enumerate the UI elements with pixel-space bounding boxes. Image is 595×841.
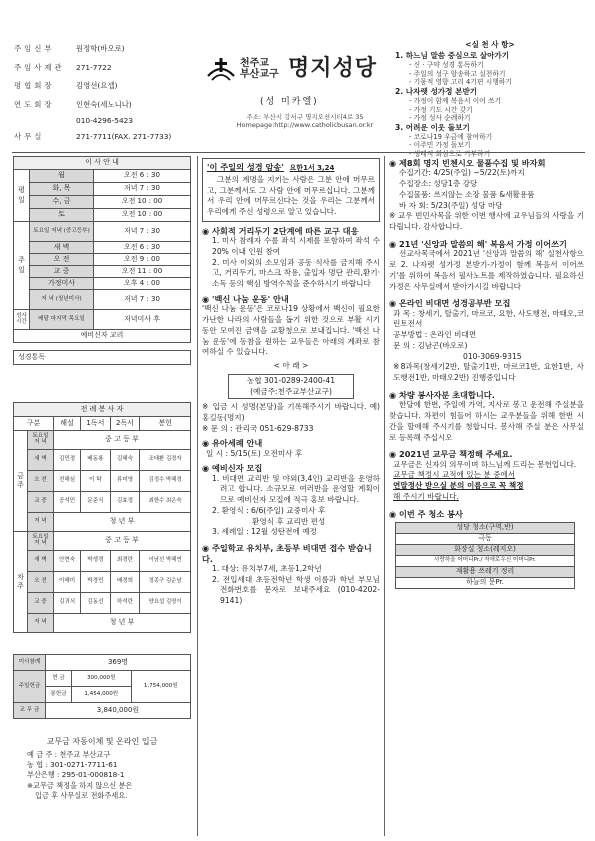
server-cell: 안현숙 (54, 551, 81, 572)
mass-title: 이 사 안 내 (14, 157, 191, 170)
dues-text: 교무금 책정시 교적에 있는 분 중에서 (393, 470, 516, 480)
bank-line: 예 금 주 : 천주교 부산교구 (27, 749, 111, 759)
info-label: 평협회장 (14, 81, 55, 91)
server-cell: 김정수 박혜경 (140, 471, 191, 492)
server-cell: 박생경 (81, 551, 111, 572)
cleaning-area: 화장실 청소(레지오) (396, 545, 575, 556)
info-value: 271-7711(FAX. 271-7733) (76, 132, 172, 142)
vaccine-account: 농협 301-0289-2400-41 (246, 376, 336, 386)
server-cell: 박경민 (81, 572, 111, 593)
mass-time: 오전 6 : 30 (94, 242, 191, 254)
info-row (14, 77, 184, 96)
server-cell: 배경희 (110, 572, 140, 593)
bible-study-line: 010-3069-9315 (463, 351, 522, 361)
section-item: 1. 비대면 교리반 및 야외(3,4인) 교리반을 운영하려고 합니다. 소규모로 여러반을 운영할 계획이므로 예비신자 모집에 적극 홍보 바랍니다. (212, 473, 380, 505)
practice-item: - 생태적 회심으로 기부하기 (409, 149, 491, 158)
server-cell: 최한수 최은숙 (140, 492, 191, 513)
finance-total: 1,754,000원 (131, 671, 191, 703)
bank-line: 부산은행 : 295-01-000818-1 (27, 770, 125, 780)
section-item: 환영식 후 교리반 편성 (252, 516, 326, 526)
sacrament-label: 성사시간 (14, 310, 30, 330)
mass-day: 가정미사 (30, 278, 94, 290)
parish-info (14, 40, 184, 147)
section-item: 2. 미사 이외의 소모임과 공동 식사를 금지해 주시고, 거리두기, 마스크 착용, 출입자 명단 관리,환기·소독 등의 핵심 방역수칙을 준수하시기 바랍니다 (212, 257, 380, 289)
section-item: 2. 전입세대 초등전학년 학생 이름과 학년 부모님 전화번호를 문자로 보내주세요 (010-4202-9141) (212, 574, 380, 606)
column-divider (384, 156, 385, 836)
server-cell: 김혜숙 (110, 450, 140, 471)
finance-value: 369명 (46, 655, 191, 671)
right-column (389, 158, 584, 589)
practice-item: - 가정이 함께 복음서 이어 쓰기 (409, 97, 502, 106)
mass-time: 저녁 7 : 30 (94, 183, 191, 196)
section-cleaning-title: ◉ 이번 주 청소 봉사 (389, 508, 463, 519)
finance-table (13, 654, 191, 719)
verse-ref: 요한1서 3,24 (289, 164, 335, 172)
server-cell: 최경란 (110, 551, 140, 572)
mass-name: 오 전 (28, 572, 54, 593)
section-driver-title: ◉ 차량 봉사자분 초대합니다. (389, 390, 495, 401)
mass-time: 오전 10 : 00 (94, 196, 191, 209)
bazaar-key: 바 자 회 (399, 200, 426, 210)
weekday-label: 평일 (14, 170, 30, 222)
info-row (14, 40, 184, 59)
section-dues-title: ◉ 2021년 교무금 책정해 주세요. (389, 449, 513, 460)
bible-study-line: 문 의 : 김남곤(바오로) (393, 340, 468, 350)
practice-item: - 신 · 구약 성경 통독하기 (409, 61, 484, 70)
mass-name: 저 녁 (28, 614, 54, 633)
column-divider (197, 156, 198, 836)
server-cell: 이 탁 (81, 471, 111, 492)
bazaar-line (389, 168, 584, 179)
server-cell: 김효정 (110, 492, 140, 513)
section-vaccine-title: ◉ '백신 나눔 운동' 안내 (202, 294, 289, 305)
week-label: 차주 (14, 532, 28, 633)
bazaar-value: : 쓰지않는 소장 물품 &새활용품 (428, 189, 535, 199)
server-cell: 류미영 (110, 471, 140, 492)
verse-text: 그분의 계명을 지키는 사람은 그분 안에 머무르고, 그분께서도 그 사람 안에 머무르십니다. 그분께서 우리 안에 머무르신다는 것을 우리는 그분께서 우리에게 주신 성령으로 알고 있습니다. (207, 174, 375, 217)
bible-study-line: 공부방법 : 온라인 비대면 (393, 330, 477, 340)
bazaar-value: : 4/25(주일) ~5/22(토)까지 (428, 168, 525, 178)
info-label: 주임사제관 (14, 62, 65, 72)
info-value: 인현숙(세노니나) (76, 99, 132, 109)
finance-label: 주일헌금 (14, 671, 46, 703)
cleaning-who: 하늘의 문Pr. (396, 578, 575, 589)
cleaning-area: 성당 청소(구역,반) (396, 523, 575, 534)
bazaar-key: 수집장소 (399, 179, 429, 189)
section-bazaar-title: ◉ 제8회 명지 빈첸시오 물품수집 및 바자회 (389, 158, 546, 168)
mass-time: 저녁 7 : 30 (94, 290, 191, 310)
bazaar-value: : 성당1층 강당 (428, 179, 478, 189)
mass-time: 오전 9 : 00 (94, 254, 191, 266)
practice-item: - 이주민 가정 돌보기 (409, 141, 471, 150)
logo-subtitle (240, 58, 279, 80)
mass-time: 저녁미사 후 (94, 310, 191, 330)
mass-time: 오전 11 : 00 (94, 266, 191, 278)
cross-logo-icon (204, 56, 238, 86)
homepage-link[interactable]: Homepage:http://www.catholicbusan.or.kr (236, 121, 374, 130)
cleaning-table (395, 522, 575, 589)
mass-time: 저녁 7 : 30 (94, 222, 191, 242)
practice-title: <실 천 사 항> (465, 40, 515, 49)
mass-name: 교 중 (28, 593, 54, 614)
cleaning-who: 극동 (396, 534, 575, 545)
middle-column (202, 158, 380, 607)
section-catechumen-title: ◉ 예비신자 모집 (202, 463, 263, 474)
practice-item: - 가정 성사 순례하기 (409, 114, 471, 123)
server-cell: 전해심 (54, 471, 81, 492)
bank-info (13, 736, 191, 802)
mass-day: 월 (30, 170, 94, 183)
vaccine-below: < 아 래 > (273, 361, 309, 371)
week-label: 금주 (14, 431, 28, 532)
prep-class: 예비신자 교리 (14, 330, 191, 343)
bank-line: 입금 후 사무실로 전화주세요. (35, 791, 128, 801)
section-distancing-title: ◉ 사회적 거리두기 2단계에 따른 교구 대응 (202, 225, 359, 236)
bank-line: ※교무금 책정을 하지 않으신 분은 (27, 780, 133, 790)
finance-value: 3,840,000원 (46, 703, 191, 719)
mass-time: 오전 6 : 30 (94, 170, 191, 183)
dues-text: 해 주시기 바랍니다. (393, 492, 459, 501)
finance-sub-value: 1,454,000원 (72, 687, 132, 703)
dues-text-emphasis: 연말정산 받으실 분의 이름으로 꼭 책정 (393, 481, 524, 491)
section-bible-study-title: ◉ 온라인 비대면 성경공부반 모집 (389, 298, 511, 309)
mass-name: 토요일 저 녁 (28, 532, 54, 551)
gospel-text: 선교사목국에서 2021년 '신앙과 말씀의 해' 실천사항으로 2. 나자렛 성가정 본받기-가정이 함께 복음서 이어쓰기'를 위하여 복음서 필사노트를 제작하였습니다. 필요하신 가정은 사무실에서 받아가시길 바랍니다 (389, 249, 584, 291)
liturgy-servers-table (13, 402, 191, 633)
mass-day: 화, 목 (30, 183, 94, 196)
mass-day: 수, 금 (30, 196, 94, 209)
practice-box (395, 40, 585, 158)
verse-box (202, 158, 380, 222)
parish-name: 명지성당 (288, 55, 378, 81)
mass-name: 토요일 저 녁 (28, 431, 54, 450)
server-cell: 이남선 박혜연 (140, 551, 191, 572)
practice-item: - 가정 기도 시간 갖기 (409, 105, 473, 114)
verse-heading (207, 162, 375, 173)
cleaning-who: 사랑하올 어머니Pr./ 자애로우신 어머니Pr. (396, 556, 575, 567)
server-cell: 문준식 (81, 492, 111, 513)
parish-address (205, 113, 405, 130)
info-row (14, 59, 184, 78)
server-cell: 김귀식 (54, 593, 81, 614)
server-cell: 청 년 부 (54, 614, 191, 633)
finance-sub-value: 300,000원 (72, 671, 132, 687)
server-cell: 청 년 부 (54, 513, 191, 532)
section-school-title: ◉ 주일학교 유치부, 초등부 비대면 접수 받습니다. (202, 543, 372, 564)
baptism-text: 일 시 : 5/15(토) 오전미사 후 (206, 448, 303, 458)
logo-line2: 부산교구 (240, 69, 279, 80)
vaccine-account-box (228, 374, 354, 399)
vaccine-note: ※ 입금 시 성명(본당)을 기록해주시기 바랍니다. 예)홍길동(명지) (202, 401, 380, 422)
vaccine-account-owner: (예금주:천주교부산교구) (250, 386, 332, 396)
mass-day: 교 중 (30, 266, 94, 278)
logo-line1: 천주교 (240, 58, 269, 69)
mass-name: 오 전 (28, 471, 54, 492)
server-cell: 배동룡 (81, 450, 111, 471)
info-value: 김영선(요셉) (76, 81, 118, 91)
section-gospel-title: ◉ 21년 '신앙과 말씀의 해' 복음서 가정 이어쓰기 (389, 238, 567, 249)
section-item: 1. 미사 참례자 수를 좌석 시제를 포함하여 좌석 수 20% 이내 인원 참여 (212, 236, 380, 256)
server-cell: 양요섭 김영이 (140, 593, 191, 614)
server-cell: 조태환 김경자 (140, 450, 191, 471)
bible-study-line: 과 목 : 창세기, 탈출기, 마르코, 요한, 사도행전, 마태오,코린토전서 (393, 308, 584, 329)
mass-name: 저 녁 (28, 513, 54, 532)
section-baptism-title: ◉ 유아세례 안내 (202, 438, 263, 449)
mass-day: 새 벽 (30, 242, 94, 254)
bank-line: 농 협 : 301-0271-7711-61 (27, 760, 118, 770)
cleaning-area: 재활용 쓰레기 정리 (396, 567, 575, 578)
mass-name: 새 벽 (28, 551, 54, 572)
servers-header: 2독서 (110, 417, 140, 431)
section-item: 1. 대상: 유치부7세, 초등1,2학년 (212, 563, 322, 573)
practice-group-head: 3. 어려운 이웃 돌보기 (395, 122, 470, 132)
servers-header: 1독서 (81, 417, 111, 431)
info-label: 사무실 (14, 132, 45, 142)
mass-day: 저 녁 (청년미사) (30, 290, 94, 310)
bazaar-line (389, 190, 584, 201)
servers-header: 해설 (54, 417, 81, 431)
servers-title: 전 례 봉 사 자 (14, 403, 191, 417)
verse-title: '이 주일의 성경 암송' (207, 162, 284, 172)
server-cell: 김동선 (81, 593, 111, 614)
section-item: 3. 세례일 : 12월 성탄전에 예정 (212, 527, 317, 537)
bazaar-line (389, 179, 584, 190)
finance-label: 미사참례 (14, 655, 46, 671)
mass-day: 토요일 저녁 (중고등부) (30, 222, 94, 242)
finance-sub-label: 현 금 (46, 671, 72, 687)
practice-item: - 기뭄적 영향 고리 4기편 시행하기 (409, 78, 512, 87)
bank-title: 교무금 자동이체 및 온라인 입금 (46, 737, 158, 746)
practice-group-head: 1. 하느님 말씀 중심으로 살아가기 (395, 51, 510, 61)
bible-reading-row: 성경통독 (14, 351, 191, 365)
parish-logo (196, 52, 396, 92)
bazaar-key: 수집물품 (399, 189, 429, 199)
header-divider (12, 152, 585, 153)
info-row (14, 128, 184, 147)
mass-schedule-table (13, 156, 191, 365)
servers-header: 봉헌 (140, 417, 191, 431)
server-cell: 공석민 (54, 492, 81, 513)
finance-label: 교 무 금 (14, 703, 46, 719)
bazaar-key: 수집기간 (399, 168, 429, 178)
address-line: 주소: 부산시 강서구 명지오션시티4로 35 (246, 113, 364, 121)
mass-day: 오 전 (30, 254, 94, 266)
section-item: 2. 환영식 : 6/6(주일) 교중미사 후 (212, 505, 326, 515)
server-cell: 하석란 (110, 593, 140, 614)
server-cell: 이혜미 (54, 572, 81, 593)
info-row (14, 96, 184, 115)
mass-time: 오후 4 : 00 (94, 278, 191, 290)
mass-name: 새 벽 (28, 450, 54, 471)
practice-group-head: 2. 나자렛 성가정 본받기 (395, 86, 478, 96)
server-cell: 정종구 김순남 (140, 572, 191, 593)
practice-item: - 주일의 성구 암송하고 실천하기 (409, 69, 506, 78)
server-cell: 중 고 등 부 (54, 431, 191, 450)
mass-day: 토 (30, 209, 94, 222)
sunday-label: 주일 (14, 222, 30, 310)
info-value: 원정학(바오로) (76, 44, 125, 54)
server-cell: 중 고 등 부 (54, 532, 191, 551)
mass-name: 교 중 (28, 492, 54, 513)
info-label: 연도회장 (14, 99, 55, 109)
finance-sub-label: 봉헌금 (46, 687, 72, 703)
practice-item: - 코로나19 우금에 참여하기 (409, 132, 493, 141)
info-value: 271-7722 (76, 62, 112, 72)
servers-header: 구분 (14, 417, 54, 431)
vaccine-note: ※ 문 의 : 관리국 051-629-8733 (202, 423, 314, 433)
driver-text: 한달에 한번, 주일에 가역, 지사로 봉고 운전해 주실분을 찾습니다. 차편이 힘들어 하시는 교우분들을 위해 한번 시간을 할애해 주시기를 청합니다. 봉사해 주실 분은 사무실로 등록해 주십시오 (389, 400, 584, 442)
bazaar-note: ※ 교우 빈민사목을 위한 이번 행사에 교우님들의 사랑을 기다립니다. 감사합니다. (389, 211, 584, 232)
mass-day: 매달 마지막 목요일 (30, 310, 94, 330)
dues-text: 교무금은 신자의 의무이며 하느님께 드리는 봉헌입니다. (393, 459, 577, 469)
bible-study-line: ※8과목(창세기2반, 탈출기1반, 마르코1반, 요한1반, 사도행전1반, 마태오2반) 진행중입니다 (393, 362, 584, 383)
server-cell: 김민정 (54, 450, 81, 471)
bazaar-line (389, 201, 584, 212)
info-label: 주임신부 (14, 44, 55, 54)
patron-saint: (성 미카엘) (260, 97, 319, 107)
bazaar-value: : 5/23(주일) 성당 마당 (425, 200, 503, 210)
info-row (14, 114, 184, 128)
mass-time: 오전 10 : 00 (94, 209, 191, 222)
info-value: 010-4296-5423 (76, 116, 134, 125)
vaccine-text: '백신 나눔 운동'은 코로나19 상황에서 백신이 필요한 가난한 나라의 사람들을 돕기 위한 것으로 부활 시기 동안 모여진 금액을 교황청으로 보내집니다. '백신 나눔 운동'에 동참을 원하는 교우들은 아래의 계좌로 참여하실 수 있습니다. (202, 304, 380, 357)
